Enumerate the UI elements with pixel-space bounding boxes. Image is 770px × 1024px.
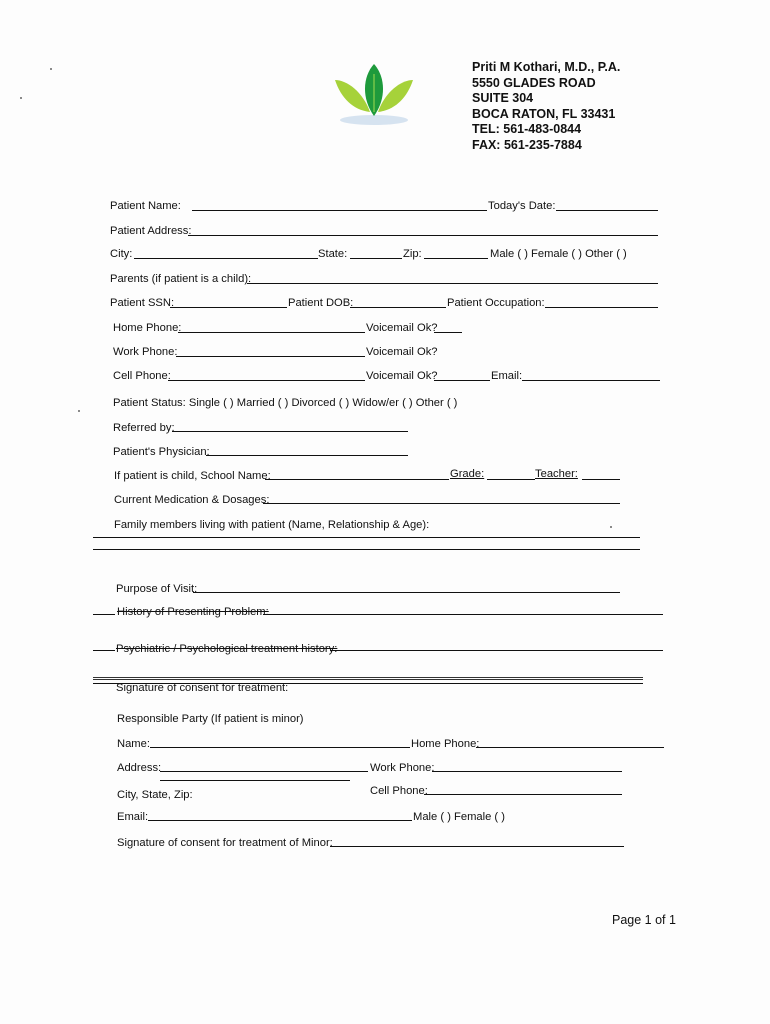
leaf-logo-icon — [333, 62, 415, 128]
rp-address-field[interactable] — [160, 771, 368, 772]
teacher-field[interactable] — [582, 479, 620, 480]
psych-lead-line — [93, 650, 115, 651]
parents-field[interactable] — [247, 283, 658, 284]
responsible-party-heading: Responsible Party (If patient is minor) — [117, 713, 304, 725]
rp-home-phone-label: Home Phone: — [411, 738, 480, 750]
minor-signature-field[interactable] — [330, 846, 624, 847]
suite: SUITE 304 — [472, 91, 534, 105]
patient-address-label: Patient Address: — [110, 225, 192, 237]
rp-email-label: Email: — [117, 811, 149, 823]
todays-date-label: Today's Date: — [488, 200, 556, 212]
referred-by-field[interactable] — [172, 431, 408, 432]
home-phone-label: Home Phone: — [113, 322, 182, 334]
gender-options[interactable]: Male ( ) Female ( ) Other ( ) — [490, 248, 627, 260]
family-members-label: Family members living with patient (Name, Relationship & Age): — [114, 519, 430, 531]
email-label: Email: — [491, 370, 523, 382]
signature-label: Signature of consent for treatment: — [116, 682, 289, 694]
signature-field[interactable] — [93, 683, 643, 684]
rp-work-phone-field[interactable] — [432, 771, 622, 772]
city-state-zip: BOCA RATON, FL 33431 — [472, 106, 616, 121]
city-field[interactable] — [134, 258, 318, 259]
voicemail-work-label: Voicemail Ok? — [366, 346, 438, 358]
rp-address-line-2[interactable] — [160, 780, 350, 781]
medication-field[interactable] — [263, 503, 620, 504]
rp-city-label: City, State, Zip: — [117, 789, 193, 801]
history-lead-line — [93, 614, 115, 615]
school-name-label: If patient is child, School Name: — [114, 470, 271, 482]
school-name-field[interactable] — [265, 479, 449, 480]
purpose-field[interactable] — [193, 592, 620, 593]
purpose-label: Purpose of Visit: — [116, 583, 198, 595]
patient-status-options[interactable]: Patient Status: Single ( ) Married ( ) Divorced ( ) Widow/er ( ) Other ( ) — [113, 397, 458, 409]
voicemail-cell-field[interactable] — [434, 380, 490, 381]
dob-label: Patient DOB: — [288, 297, 354, 309]
todays-date-field[interactable] — [556, 210, 658, 211]
ssn-field[interactable] — [170, 307, 287, 308]
psych-history-label: Psychiatric / Psychological treatment history: — [116, 643, 338, 655]
home-phone-field[interactable] — [178, 332, 365, 333]
work-phone-label: Work Phone: — [113, 346, 178, 358]
referred-by-label: Referred by: — [113, 422, 175, 434]
rp-home-phone-field[interactable] — [476, 747, 664, 748]
voicemail-home-field[interactable] — [434, 332, 462, 333]
scan-speck — [610, 526, 612, 528]
zip-field[interactable] — [424, 258, 488, 259]
dob-field[interactable] — [350, 307, 446, 308]
email-field[interactable] — [522, 380, 660, 381]
cell-phone-label: Cell Phone: — [113, 370, 171, 382]
scan-speck — [78, 410, 80, 412]
zip-label: Zip: — [403, 248, 422, 260]
teacher-label: Teacher: — [535, 468, 578, 480]
patient-name-label: Patient Name: — [110, 200, 181, 212]
family-members-line-1[interactable] — [93, 537, 640, 538]
rp-gender-options[interactable]: Male ( ) Female ( ) — [413, 811, 505, 823]
state-field[interactable] — [350, 258, 402, 259]
work-phone-field[interactable] — [176, 356, 365, 357]
state-label: State: — [318, 248, 348, 260]
city-label: City: — [110, 248, 133, 260]
occupation-label: Patient Occupation: — [447, 297, 545, 309]
signature-divider — [93, 677, 643, 680]
scan-speck — [50, 68, 52, 70]
patient-address-field[interactable] — [188, 235, 658, 236]
street-address: 5550 GLADES ROAD — [472, 75, 596, 90]
physician-field[interactable] — [206, 455, 408, 456]
patient-name-field[interactable] — [192, 210, 487, 211]
medication-label: Current Medication & Dosages: — [114, 494, 270, 506]
cell-phone-field[interactable] — [168, 380, 365, 381]
practice-info — [472, 60, 620, 153]
voicemail-home-label: Voicemail Ok? — [366, 322, 438, 334]
grade-label: Grade: — [450, 468, 485, 480]
history-label: History of Presenting Problem: — [117, 606, 269, 618]
rp-email-field[interactable] — [148, 820, 412, 821]
rp-cell-phone-label: Cell Phone: — [370, 785, 428, 797]
parents-label: Parents (if patient is a child): — [110, 273, 252, 285]
ssn-label: Patient SSN: — [110, 297, 175, 309]
family-members-line-2[interactable] — [93, 549, 640, 550]
voicemail-cell-label: Voicemail Ok? — [366, 370, 438, 382]
physician-label: Patient's Physician: — [113, 446, 210, 458]
minor-signature-label: Signature of consent for treatment of Minor: — [117, 837, 333, 849]
page-number: Page 1 of 1 — [612, 913, 676, 927]
occupation-field[interactable] — [545, 307, 658, 308]
grade-field[interactable] — [487, 479, 535, 480]
scan-speck — [20, 97, 22, 99]
history-field[interactable] — [263, 614, 663, 615]
telephone: TEL: 561-483-0844 — [472, 122, 582, 136]
psych-history-field[interactable] — [330, 650, 663, 651]
doctor-name: Priti M Kothari, M.D., P.A. — [472, 60, 621, 74]
rp-name-label: Name: — [117, 738, 150, 750]
rp-address-label: Address: — [117, 762, 162, 774]
rp-cell-phone-field[interactable] — [424, 794, 622, 795]
fax: FAX: 561-235-7884 — [472, 137, 582, 152]
rp-work-phone-label: Work Phone: — [370, 762, 435, 774]
rp-name-field[interactable] — [150, 747, 410, 748]
